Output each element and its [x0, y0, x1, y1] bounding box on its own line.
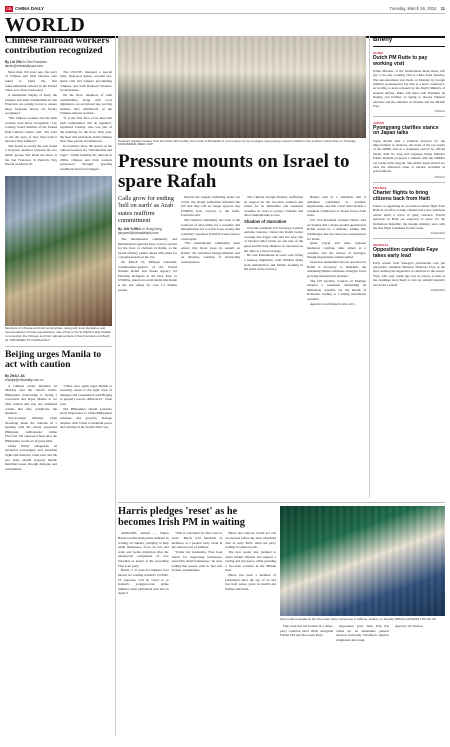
- paragraph: Hamas said in a statement that it remained committed to ceasefire negotiations, and that a deal must include a complete withdrawal of Israeli forces from Gaza.: [307, 195, 366, 218]
- headline-rafah: Pressure mounts on Israel to spare Rafah: [118, 151, 350, 193]
- paragraph: ATHLONE, Ireland — Simon Harris became Irish prime minister in waiting on Sunday, pledging to help small businesses, focus on law and order and tackle migration after the unexpected resignation of Leo Varadkar as leader of the governing Fine Gael party.: [118, 531, 169, 568]
- harris-story: [118, 506, 445, 643]
- harris-text-col-3: [225, 531, 276, 596]
- harris-right: [280, 506, 445, 643]
- byline-email: janyumul@chinadailyhk.com: [118, 230, 159, 235]
- rafah-text-col-3: [244, 195, 303, 306]
- paragraph: The dream to rectify the past found a receptive audience between the two ethnic groups that made the show at the San Francisco St Patrick's Day Parade on March 16.: [5, 143, 57, 167]
- brief-body: France is organizing an evacuation charter flight from Haiti in an effort to help citizens leave the Caribbean nation amid a wave of gang violence. French nationals in Haiti are expected to leave via the Dominican Republic, the foreign ministry said, with the first flight scheduled for this week.: [373, 203, 445, 230]
- railroad-text-col-1: [5, 70, 57, 172]
- paragraph: On March 16, Philippe Lazzarini, commissioner-general of the United Nations Relief and Works Agency for Palestine Refugees in the Near East, or UNRWA, shared on social media that Rafah is the last refuge for over 1.5 million people.: [118, 260, 177, 292]
- story-divider: [5, 346, 112, 347]
- paragraph: Fine Gael has led Ireland in a three-party coalition since 2020, alongside Fianna Fail and the Green Party.: [280, 624, 333, 638]
- paragraph: "The Chinese workers and the Irish workers were never recognized," Leo Cassidy, board member of the United Irish Cultural Center, said. "We want to tell the story of how they built it and how they suffered.": [5, 116, 57, 144]
- rafah-subhead: Calls grow for ending 'hell on earth' as Arab states reaffirm commitment: [118, 195, 174, 224]
- issue-date: Tuesday, March 26, 2024: [389, 6, 437, 11]
- left-column: [5, 36, 112, 471]
- brief-item: [373, 186, 445, 239]
- brief-category: JAPAN: [373, 120, 384, 125]
- harris-text-columns: [118, 531, 276, 596]
- paragraph: Despite the tragedy unfolding under our watch, the Israeli authorities informed the UN that they will no longer approve any UNRWA food convoys to the north, Lazzarini said.: [181, 195, 240, 218]
- paragraph: "China once again urges Manila to earnestly return to the right track of dialogue and consultation with Beijing to properly resolve differences," Chen said.: [60, 383, 112, 406]
- harris-photo: [280, 506, 445, 616]
- briefly-column: [373, 36, 445, 292]
- byline-author: By ZHAO JIA: [5, 373, 25, 378]
- paragraph: In Cassidy's view, the stories of the railroad workers are "unbelievable and tragic". While building the railroad in 1860s, Chinese and Irish workers persevered through grueling conditions and faced dangers.: [60, 143, 112, 171]
- byline-railroad: [5, 60, 112, 68]
- brief-body: Early results from Senegal's presidential vote put opposition candidate Bassirou Diomaye Faye in the lead, sending his supporters to celebrate in the streets. Faye, who only weeks ago was in prison, is seen as the candidate most likely to win an outright majority and avoid a runoff.: [373, 260, 445, 287]
- brief-source: AGENCIES: [430, 231, 445, 236]
- brief-body: Prime Minister of the Netherlands Mark Rutte will pay a two-day working visit to China from Tuesday. The announcement was made on Monday by foreign ministry spokesperson Lin Jian at a news conference. According to news released by the Dutch Ministry of General Affairs, Rutte will meet with President Xi Jinping and Premier Li Qiang to discuss bilateral relations and the situation in Ukraine and the Middle East.: [373, 68, 445, 108]
- brief-headline: Charter flights to bring citizens back from Haiti: [373, 190, 430, 202]
- manila-text-col-1: [5, 384, 57, 472]
- brief-item: [373, 121, 445, 182]
- headline-harris: Harris pledges 'reset' as he becomes Irish PM in waiting: [118, 506, 245, 529]
- masthead-logo: [5, 6, 44, 12]
- paragraph: Harris also said he would not call an election before the next scheduled date in early 2025, amid the party trailing in opinion polls.: [225, 531, 277, 550]
- brief-source: XINHUA: [434, 109, 445, 114]
- byline-beijing-manila: [5, 374, 112, 382]
- page-header: [5, 4, 445, 14]
- paragraph: "The international community must ensure that Israel stops its assault on Rafah," the Jordanian foreign minister said on Monday, warning of devastating consequences.: [181, 241, 240, 264]
- paragraph: Harris has been a member of parliament since the age of 24 and has held senior posts in health and further education.: [225, 573, 277, 591]
- paragraph: UN Vice-President Kamala Harris said on Sunday that a major ground operation in Rafah would be a mistake, adding that Washington has not ruled out consequences for Israel.: [307, 218, 366, 241]
- brief-headline: Dutch PM Rutte to pay working visit: [373, 55, 428, 67]
- paragraph: The UICCSF, designed a special train, displayed spikes, wooden ties, metal rails and banners proclaiming 'Chinese and Irish Railroad Workers' in celebration.: [60, 69, 112, 93]
- paragraph: A Chinese senior diplomat on Monday said the current China-Philippines relationship is facing a crossroads and urged Manila to act with caution and stop any unilateral actions that may complicate the situation.: [5, 383, 57, 416]
- china-daily-logo-icon: CD: [6, 6, 12, 11]
- brief-item: [373, 243, 445, 292]
- brief-divider: [373, 116, 445, 117]
- paragraph: The Philippines should seriously study importance to China-Philippines relations and properly manage disputes with China to maintain peace and stability in the South China Sea.: [60, 406, 112, 430]
- briefly-rule: [373, 46, 445, 47]
- briefly-title: Briefly: [373, 36, 393, 43]
- paragraph: Agencies contributed to this story.: [310, 301, 356, 306]
- brief-headline: Opposition candidate Faye takes early lead: [373, 246, 439, 259]
- railroad-float-photo: [5, 176, 112, 326]
- rafah-text-col-2: [181, 195, 240, 306]
- paragraph: More than 150 years ago, the story of Chinese and Irish laborers who toiled to build the first transcontinental railroad in the United States was often overlooked.: [5, 69, 57, 93]
- manila-text-columns: [5, 384, 112, 472]
- harris-text-col-4: [280, 624, 333, 643]
- paragraph: Qatar, Egypt and other regional mediators continue talks aimed at a ceasefire and the release of hostages, though negotiations remain stalled.: [307, 241, 366, 260]
- byline-location: in Hong Kong: [142, 226, 162, 231]
- content-grid: [5, 36, 445, 744]
- brief-divider: [373, 182, 445, 183]
- rafah-article: [118, 195, 366, 306]
- rafah-text-col-4: [307, 195, 366, 306]
- brief-source: AGENCIES: [430, 288, 445, 293]
- byline-email: liazhu@chinadailyusa.com: [5, 63, 43, 68]
- paragraph: "It is the first float of its kind that both communities will do together," explained Cassidy, who was part of the planning for the float. Next year, the float will participate in the Chinese New Year parade in Chinatown.: [60, 116, 112, 144]
- harris-left: [118, 506, 276, 643]
- paragraph: The new leader also pledged to stand behind Ukraine and support a lasting and just peace, while pursuing a two-state solution in the Middle East.: [225, 549, 277, 573]
- brief-divider: [373, 238, 445, 239]
- byline-author: By LIA ZHU: [5, 59, 23, 64]
- paragraph: The international community and humanitarian agencies have voiced concern for the lives of civilians in Rafah, as the Israeli military pushes ahead with plans for a ground assault on the city.: [118, 236, 177, 260]
- paragraph: Over the weekend, UN Secretary-General Antonio Guterres visited the Rafah border crossing into Egypt and said the long line of blocked relief trucks on one side of the gates and the long shadows of starvation on the other is a moral outrage.: [244, 225, 303, 253]
- byline-location: in San Francisco: [23, 59, 48, 64]
- paragraph: Israel has maintained that its operation in Rafah is necessary to dismantle the remaining Hamas battalions, though it faces growing international pressure.: [307, 259, 366, 278]
- brief-category: FRANCE: [373, 186, 387, 191]
- paragraph: Opposition party Sinn Fein has called for an immediate general election following Varadkar's surprise resignation last week.: [336, 624, 389, 643]
- rafah-crosshead: Shadow of starvation: [244, 219, 287, 225]
- column-divider: [115, 36, 116, 736]
- brief-headline: Pyongyang clarifies stance on Japan talks: [373, 124, 439, 137]
- paragraph: Harris, a 37-year-old minister best known for leading Ireland's COVID-19 response, will be voted in as Ireland's youngest-ever prime minister when parliament next sits on April 9.: [118, 568, 169, 596]
- harris-photo-caption: Simon Harris speaks at the Fine Gael party conference in Athlone, Ireland, on Sunday. BRIAN LAWLESS / PA VIA AP: [280, 616, 436, 621]
- harris-text-col-2: [172, 531, 223, 596]
- rafah-photo-caption: Pregnant Ingaben Ismael, their first child, with rooftop, the month of Ramadan in a tent camp run by a refugee camp along a street in Rafah in the southern Gaza Strip on Thursday. MOHAMMED ABED / AFP: [118, 138, 357, 147]
- byline-rafah: [118, 227, 177, 235]
- harris-text-col-6: [392, 624, 445, 643]
- rafah-text-col-1: [118, 237, 177, 292]
- byline-email: zhaojia@chinadaily.com.cn: [5, 377, 44, 382]
- brief-category: SENEGAL: [373, 242, 389, 247]
- brief-body: Japan should take a political decision for the improvement of relations, the sister of the top leader of the DPRK said in a statement carried by official media. Kim Yo Jong said Japanese Prime Minister Fumio Kishida proposed a summit with the DPRK's top leader Kim Jong-un. She added Japan should not raise the abduction issue or nuclear problems as preconditions.: [373, 138, 445, 174]
- harris-text-col-1: [118, 531, 169, 596]
- paragraph: "Under my leadership, Fine Gael stands for supporting businesses, especially small businesses," he said, adding that people want to feel safe in their communities.: [171, 549, 223, 573]
- paragraph: He said Palestinians in Gaza were living a nonstop nightmare, with children dying from malnutrition and famine looming in the north of the territory.: [244, 253, 303, 272]
- paragraph: China firmly safeguards its territorial sovereignty and maritime rights and interests, Chen said, and the two sides should properly handle maritime issues through dialogue and consultation.: [5, 443, 57, 471]
- center-column: [118, 36, 366, 306]
- harris-text-columns-2: [280, 624, 445, 643]
- page-number: 11: [440, 6, 445, 11]
- manila-text-col-2: [60, 384, 112, 472]
- headline-railroad: Chinese railroad workers' contribution recognized: [5, 35, 112, 57]
- harris-layout: [118, 506, 445, 643]
- byline-author: By JAN YUMUL: [118, 226, 142, 231]
- paragraph: "This is a moment for Fine Gael to reset," Harris told hundreds of members at a packed party event in the central town of Athlone.: [171, 531, 223, 550]
- brief-item: [373, 51, 445, 117]
- story-divider: [118, 502, 445, 503]
- rafah-camp-photo: [118, 36, 366, 138]
- paragraph: The Chinese community has been at the forefront of advocating for a ceasefire and humanitarian aid to reach Gaza, noting that a military operation in Rafah would lead to catastrophe.: [181, 218, 240, 241]
- brief-category: CHINA: [373, 51, 384, 55]
- paragraph: On the float, members of both communities, along with local dignitaries, sat on railroad ties, waving bamboo hats reminiscent of the Chinese railroad workers.: [60, 92, 112, 116]
- paragraph: A remarkable display of unity: the Chinese and Irish communities in San Francisco are joining forces to ensure those forgotten heroes are finally recognized.: [5, 92, 57, 116]
- paragraph: The Chinese foreign ministry reaffirmed its support for the two-state solution and called for an immediate and sustained ceasefire in Gaza to protect civilians and allow humanitarian access.: [244, 195, 303, 218]
- railroad-photo-caption: Members of Chinese and Irish communities, along with local dignitaries and representatives of local organizations, ride a float in the St Patrick's Day Parade to remember the Chinese and Irish railroad workers in San Francisco on March 16. PROVIDED TO CHINA DAILY: [5, 326, 111, 342]
- paragraph: The UN Security Council on Monday adopted a resolution demanding an immediate ceasefire for the month of Ramadan, leading to a lasting sustainable ceasefire.: [307, 278, 366, 301]
- harris-text-col-5: [336, 624, 389, 643]
- rafah-col-1: [118, 195, 177, 306]
- column-divider: [369, 36, 370, 498]
- headline-beijing-manila: Beijing urges Manila to act with caution: [5, 348, 102, 371]
- brief-source: XINHUA: [434, 174, 445, 179]
- paragraph: Agencies via Xinhua: [395, 624, 423, 629]
- section-title: WORLD: [5, 14, 86, 36]
- railroad-text-columns: [5, 70, 112, 172]
- railroad-text-col-2: [60, 70, 112, 172]
- publication-name: CHINA DAILY: [15, 6, 45, 11]
- paragraph: Vice-Foreign Minister Chen Xiaodong made the remarks in a meeting with the newly appointed Philippine Ambassador Jaime FlorCruz. He expressed hope that the Philippines would act in good faith.: [5, 415, 57, 443]
